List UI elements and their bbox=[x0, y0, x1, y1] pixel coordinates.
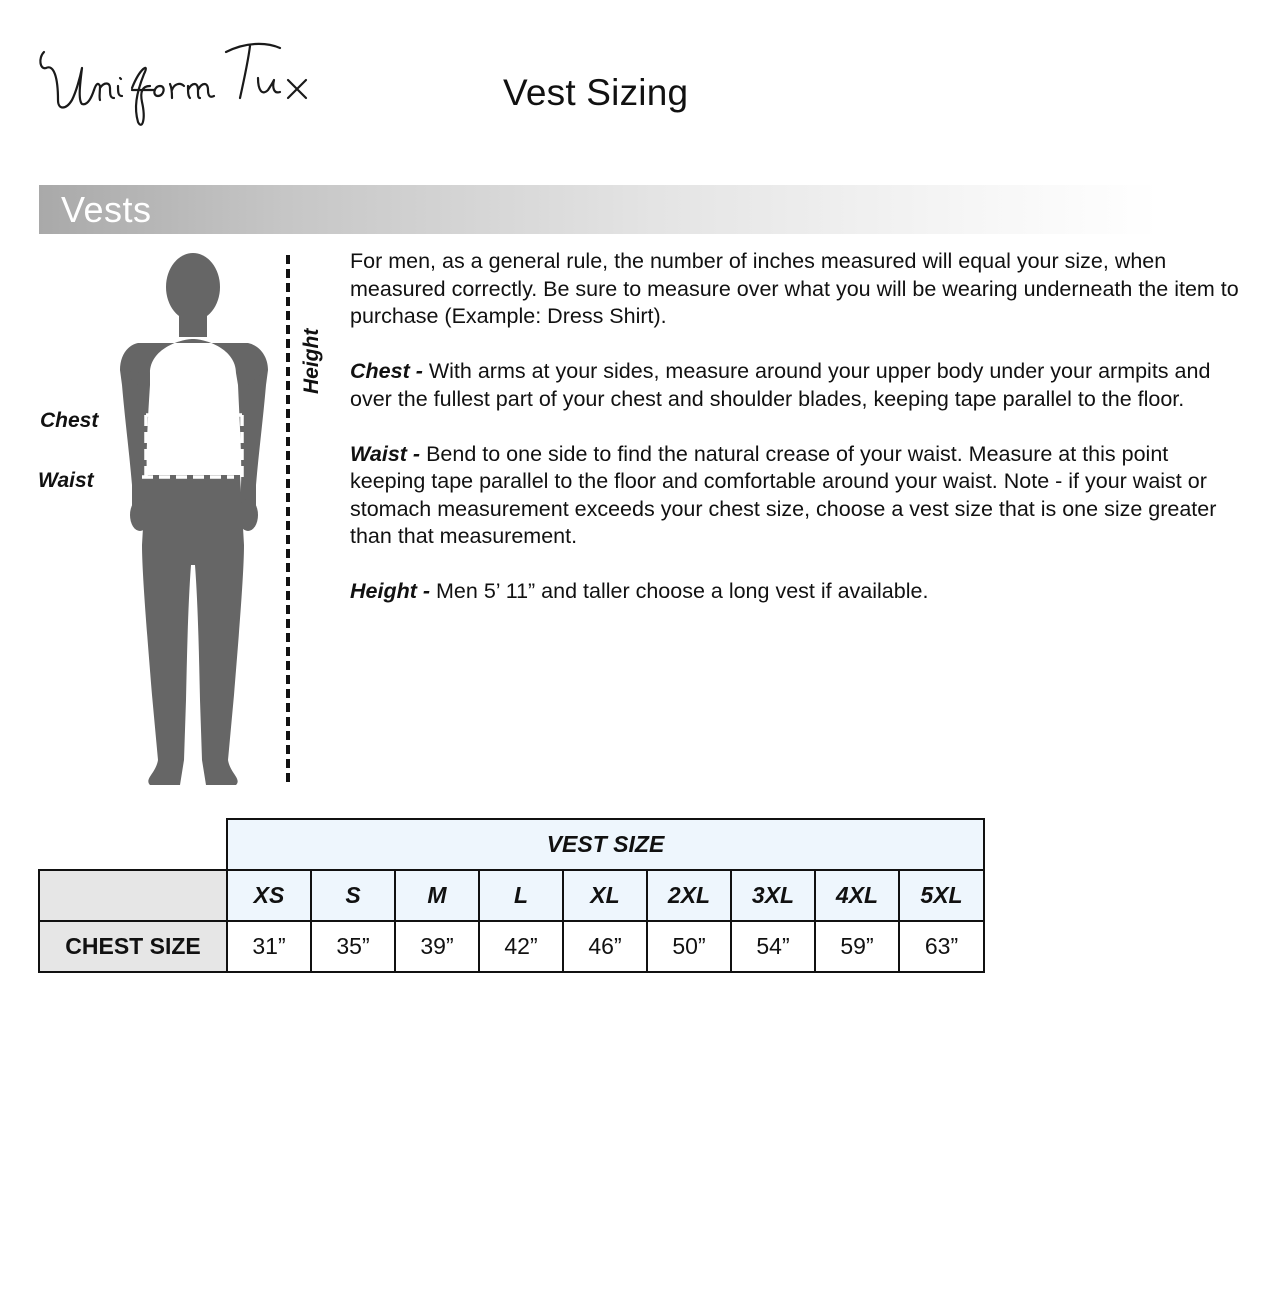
waist-label: Waist bbox=[38, 469, 94, 492]
chest-instruction bbox=[350, 358, 1240, 413]
size-cell: 5XL bbox=[899, 870, 984, 921]
vest-size-table bbox=[38, 818, 985, 973]
section-title: Vests bbox=[61, 189, 152, 230]
waist-instruction bbox=[350, 441, 1240, 551]
sizing-instructions bbox=[350, 248, 1240, 633]
chest-value-cell: 39” bbox=[395, 921, 479, 972]
chest-value-cell: 50” bbox=[647, 921, 731, 972]
section-banner bbox=[39, 185, 1159, 234]
size-row-label bbox=[39, 870, 227, 921]
table-title-row bbox=[39, 819, 984, 870]
uniform-tux-logo bbox=[36, 38, 321, 130]
page-title: Vest Sizing bbox=[503, 72, 689, 113]
size-cell: XS bbox=[227, 870, 311, 921]
size-cell: S bbox=[311, 870, 395, 921]
height-instruction bbox=[350, 578, 1240, 606]
chest-size-label: CHEST SIZE bbox=[39, 921, 227, 972]
size-cell: L bbox=[479, 870, 563, 921]
chest-text: With arms at your sides, measure around your upper body under your armpits and over the fullest part of your chest and shoulder blades, keeping tape parallel to the floor. bbox=[350, 359, 1211, 411]
waist-text: Bend to one side to find the natural crease of your waist. Measure at this point keeping tape parallel to the floor and comfortable around your waist. Note - if your waist or stomach measurement exceeds your chest size, choose a vest size that is one size greater than that measurement. bbox=[350, 441, 1217, 548]
height-label: Height bbox=[300, 328, 323, 394]
chest-value-cell: 35” bbox=[311, 921, 395, 972]
chest-value-cell: 46” bbox=[563, 921, 647, 972]
chest-value-cell: 59” bbox=[815, 921, 899, 972]
chest-measure-line bbox=[146, 415, 242, 477]
chest-value-cell: 42” bbox=[479, 921, 563, 972]
size-cell: 3XL bbox=[731, 870, 815, 921]
waist-term: Waist - bbox=[350, 441, 421, 466]
chest-value-cell: 54” bbox=[731, 921, 815, 972]
size-row bbox=[39, 870, 984, 921]
size-cell: 2XL bbox=[647, 870, 731, 921]
table-corner-blank bbox=[39, 819, 227, 870]
body-silhouette bbox=[120, 253, 268, 785]
chest-label: Chest bbox=[40, 409, 99, 432]
chest-term: Chest - bbox=[350, 359, 423, 383]
chest-value-cell: 31” bbox=[227, 921, 311, 972]
height-text: Men 5’ 11” and taller choose a long vest if available. bbox=[436, 579, 929, 603]
chest-size-row bbox=[39, 921, 984, 972]
height-term: Height - bbox=[350, 579, 431, 603]
intro-paragraph: For men, as a general rule, the number of inches measured will equal your size, when measured correctly. Be sure to measure over what you will be wearing underneath the item to purchase (Example: Dress Shirt). bbox=[350, 249, 1239, 328]
body-measurement-figure bbox=[30, 245, 340, 795]
size-cell: XL bbox=[563, 870, 647, 921]
chest-value-cell: 63” bbox=[899, 921, 984, 972]
vest-size-header: VEST SIZE bbox=[227, 819, 984, 870]
size-cell: 4XL bbox=[815, 870, 899, 921]
size-cell: M bbox=[395, 870, 479, 921]
